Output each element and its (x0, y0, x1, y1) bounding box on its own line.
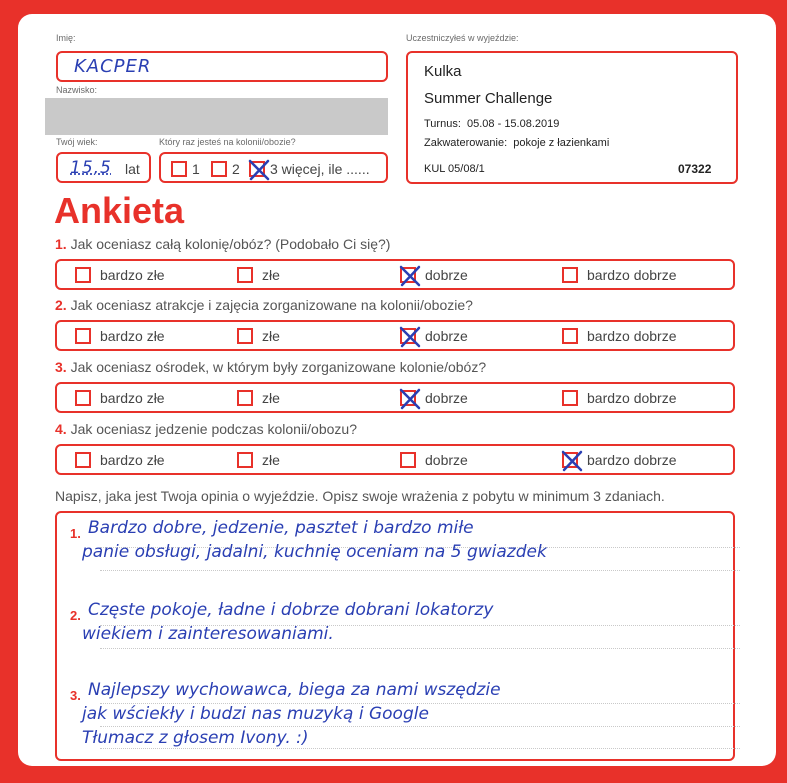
camp-info-box (406, 51, 738, 184)
check-mark-icon (247, 158, 271, 182)
opinion-handwritten-line: jak wściekły i budzi nas muzyką i Google (82, 704, 429, 724)
camp-code: KUL 05/08/1 (424, 163, 485, 175)
question-label: Jak oceniasz atrakcje i zajęcia zorganizowane na kolonii/obozie? (70, 297, 473, 313)
question-label: Jak oceniasz ośrodek, w którym były zorganizowane kolonie/obóz? (70, 359, 487, 375)
answer-checkbox[interactable] (237, 452, 253, 468)
answer-option-label: bardzo dobrze (587, 390, 677, 406)
question-number: 3. (55, 359, 67, 375)
answer-option-label: złe (262, 328, 280, 344)
answer-checkbox[interactable] (237, 267, 253, 283)
opinion-handwritten-line: wiekiem i zainteresowaniami. (82, 624, 334, 644)
question-label: Jak oceniasz całą kolonię/obóz? (Podobało Ci się?) (70, 236, 391, 252)
opinion-number: 1. (70, 526, 81, 541)
answer-option-label: bardzo złe (100, 390, 165, 406)
camp-accommodation-value: pokoje z łazienkami (513, 137, 610, 149)
visit-count-label: Który raz jesteś na kolonii/obozie? (159, 137, 296, 147)
last-name-label: Nazwisko: (56, 85, 98, 95)
answer-option-label: dobrze (425, 390, 468, 406)
camp-turn-label: Turnus: (424, 118, 461, 130)
question-text-3 (55, 359, 486, 375)
opinion-handwritten-line: Częste pokoje, ładne i dobrze dobrani lokatorzy (88, 600, 494, 620)
visit-option-1: 1 (192, 161, 200, 177)
answer-checkbox[interactable] (75, 328, 91, 344)
first-name-label: Imię: (56, 33, 76, 43)
writing-guide-line (100, 570, 740, 571)
question-number: 1. (55, 236, 67, 252)
answer-checkbox[interactable] (400, 452, 416, 468)
check-mark-icon (560, 449, 584, 473)
survey-sheet (18, 14, 776, 766)
camp-accommodation (424, 137, 609, 149)
answer-row-3 (55, 382, 735, 413)
question-number: 2. (55, 297, 67, 313)
age-field[interactable] (56, 152, 151, 183)
answer-option-label: złe (262, 452, 280, 468)
writing-guide-line (100, 648, 740, 649)
opinion-handwritten-line: Najlepszy wychowawca, biega za nami wszędzie (88, 680, 501, 700)
question-label: Jak oceniasz jedzenie podczas kolonii/obozu? (70, 421, 357, 437)
answer-option-label: dobrze (425, 452, 468, 468)
answer-option-label: bardzo złe (100, 267, 165, 283)
last-name-redacted (45, 98, 388, 135)
answer-option-label: dobrze (425, 267, 468, 283)
answer-checkbox[interactable] (562, 390, 578, 406)
answer-checkbox[interactable] (75, 390, 91, 406)
writing-guide-line (100, 726, 740, 727)
age-value: 15,5 (70, 158, 112, 178)
camp-accommodation-label: Zakwaterowanie: (424, 137, 508, 149)
writing-guide-line (100, 748, 740, 749)
answer-option-label: bardzo dobrze (587, 267, 677, 283)
visit-checkbox-1[interactable] (171, 161, 187, 177)
answer-checkbox[interactable] (400, 390, 416, 406)
camp-name: Kulka (424, 63, 462, 80)
age-unit: lat (125, 161, 140, 177)
check-mark-icon (398, 387, 422, 411)
opinion-prompt: Napisz, jaka jest Twoja opinia o wyjeździe. Opisz swoje wrażenia z pobytu w minimum 3 zdaniach. (55, 488, 665, 504)
question-text-2 (55, 297, 473, 313)
answer-option-label: złe (262, 390, 280, 406)
answer-option-label: złe (262, 267, 280, 283)
answer-checkbox[interactable] (400, 328, 416, 344)
visit-checkbox-3[interactable] (249, 161, 265, 177)
first-name-field[interactable] (56, 51, 388, 82)
answer-option-label: bardzo złe (100, 328, 165, 344)
check-mark-icon (398, 264, 422, 288)
visit-option-2: 2 (232, 161, 240, 177)
first-name-value: KACPER (74, 56, 152, 77)
camp-number: 07322 (678, 162, 712, 176)
answer-option-label: bardzo złe (100, 452, 165, 468)
survey-title: Ankieta (54, 190, 185, 231)
visit-checkbox-2[interactable] (211, 161, 227, 177)
question-number: 4. (55, 421, 67, 437)
answer-option-label: bardzo dobrze (587, 452, 677, 468)
age-label: Twój wiek: (56, 137, 98, 147)
answer-checkbox[interactable] (562, 452, 578, 468)
opinion-handwritten-line: Bardzo dobre, jedzenie, pasztet i bardzo miłe (88, 518, 474, 538)
answer-row-2 (55, 320, 735, 351)
check-mark-icon (398, 325, 422, 349)
camp-turn-value: 05.08 - 15.08.2019 (467, 118, 560, 130)
answer-option-label: bardzo dobrze (587, 328, 677, 344)
answer-checkbox[interactable] (75, 267, 91, 283)
answer-checkbox[interactable] (562, 328, 578, 344)
answer-checkbox[interactable] (237, 328, 253, 344)
answer-checkbox[interactable] (237, 390, 253, 406)
camp-turn (424, 118, 559, 130)
camp-section-label: Uczestniczyłeś w wyjeździe: (406, 33, 519, 43)
question-text-1 (55, 236, 390, 252)
answer-option-label: dobrze (425, 328, 468, 344)
visit-count-field (159, 152, 388, 183)
question-text-4 (55, 421, 357, 437)
opinion-handwritten-line: panie obsługi, jadalni, kuchnię oceniam na 5 gwiazdek (82, 542, 547, 562)
answer-checkbox[interactable] (562, 267, 578, 283)
opinion-number: 3. (70, 688, 81, 703)
answer-checkbox[interactable] (400, 267, 416, 283)
answer-row-1 (55, 259, 735, 290)
opinion-handwritten-line: Tłumacz z głosem Ivony. :) (82, 728, 309, 748)
answer-checkbox[interactable] (75, 452, 91, 468)
answer-row-4 (55, 444, 735, 475)
opinion-number: 2. (70, 608, 81, 623)
visit-option-3: 3 więcej, ile ...... (270, 161, 370, 177)
camp-program: Summer Challenge (424, 90, 553, 107)
